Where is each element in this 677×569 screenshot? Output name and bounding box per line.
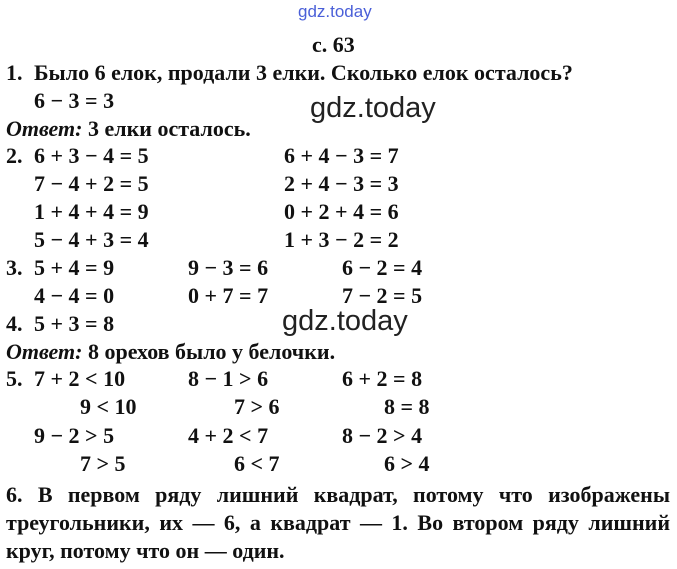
- task3-expression: 6 − 2 = 4: [342, 255, 423, 280]
- task2-right-expression: 0 + 2 + 4 = 6: [284, 199, 399, 224]
- task2-left-expression: 5 − 4 + 3 = 4: [34, 227, 149, 252]
- task3-expression: 5 + 4 = 9: [34, 255, 115, 280]
- task1-number: 1.: [6, 60, 23, 85]
- task1-expression: 6 − 3 = 3: [34, 88, 115, 113]
- task5-result: 6 > 4: [384, 451, 430, 476]
- task5-comparison: 6 + 2 = 8: [342, 366, 423, 391]
- watermark: gdz.today: [310, 92, 436, 124]
- watermark-top: gdz.today: [298, 2, 372, 21]
- task5-result: 9 < 10: [80, 394, 137, 419]
- watermark: gdz.today: [282, 305, 408, 337]
- task5-number: 5.: [6, 366, 23, 391]
- answer-label: Ответ:: [6, 339, 83, 364]
- page-title: с. 63: [312, 32, 355, 57]
- task3-expression: 4 − 4 = 0: [34, 283, 115, 308]
- task4-expression: 5 + 3 = 8: [34, 311, 115, 336]
- task2-right-expression: 6 + 4 − 3 = 7: [284, 143, 399, 168]
- answer-text: 3 елки осталось.: [87, 116, 251, 141]
- task3-number: 3.: [6, 255, 23, 280]
- answer-label: Ответ:: [6, 116, 83, 141]
- task5-result: 7 > 5: [80, 451, 126, 476]
- task6-number: 6.: [6, 482, 23, 507]
- task1-text: Было 6 елок, продали 3 елки. Сколько елок осталось?: [34, 60, 573, 85]
- task2-right-expression: 1 + 3 − 2 = 2: [284, 227, 399, 252]
- task5-comparison: 9 − 2 > 5: [34, 423, 115, 448]
- task2-left-expression: 6 + 3 − 4 = 5: [34, 143, 149, 168]
- task5-result: 7 > 6: [234, 394, 280, 419]
- task3-expression: 9 − 3 = 6: [188, 255, 269, 280]
- task5-comparison: 8 − 1 > 6: [188, 366, 269, 391]
- task2-right-expression: 2 + 4 − 3 = 3: [284, 171, 399, 196]
- task5-comparison: 7 + 2 < 10: [34, 366, 126, 391]
- task5-comparison: 8 − 2 > 4: [342, 423, 423, 448]
- task2-number: 2.: [6, 143, 23, 168]
- task5-result: 8 = 8: [384, 394, 430, 419]
- task3-expression: 7 − 2 = 5: [342, 283, 423, 308]
- task3-expression: 0 + 7 = 7: [188, 283, 269, 308]
- task6-paragraph: [6, 481, 670, 565]
- task2-left-expression: 1 + 4 + 4 = 9: [34, 199, 149, 224]
- task2-left-expression: 7 − 4 + 2 = 5: [34, 171, 149, 196]
- task4-number: 4.: [6, 311, 23, 336]
- task4-answer: [6, 339, 335, 365]
- task6-text: В первом ряду лишний квадрат, потому что изображены треугольники, их — 6, а квадрат — 1. Во втором ряду лишний круг, потому что он — один.: [6, 482, 670, 563]
- task1-answer: [6, 116, 251, 142]
- task5-result: 6 < 7: [234, 451, 280, 476]
- task5-comparison: 4 + 2 < 7: [188, 423, 269, 448]
- answer-text: 8 орехов было у белочки.: [87, 339, 336, 364]
